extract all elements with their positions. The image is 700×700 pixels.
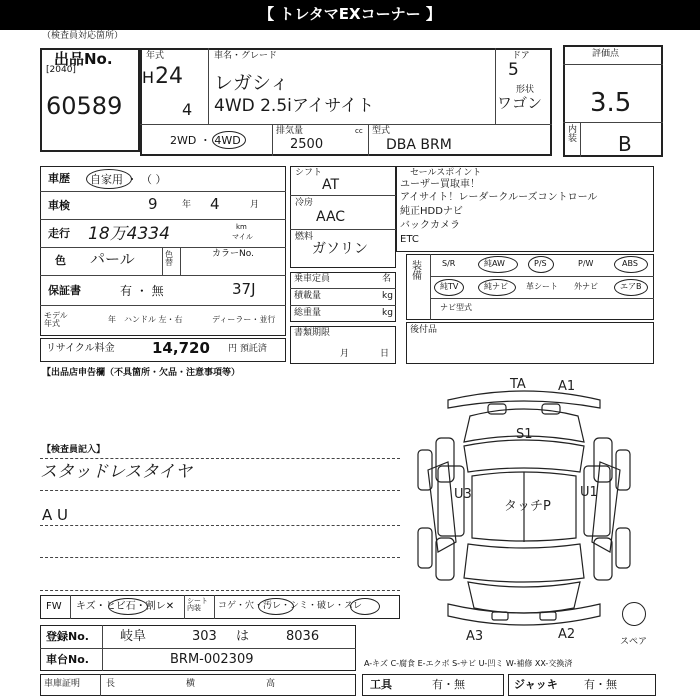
mark-s1: S1 (516, 427, 533, 442)
sales-point-0: ユーザー買取車！ (400, 179, 480, 190)
navi-label: ナビ型式 (440, 303, 472, 312)
registration-class: 303 (192, 629, 217, 644)
interior-value: B (618, 132, 632, 156)
cert-item-0: 長 (106, 679, 116, 689)
mileage-label: 走行 (48, 227, 70, 240)
mark-u3: U3 (454, 487, 472, 502)
warranty-label: 保証書 (48, 284, 81, 297)
deadline-unit2: 日 (380, 349, 390, 359)
inspection-year: 9 (148, 195, 158, 213)
year-value: 24 (155, 64, 183, 89)
era-label: H (142, 68, 155, 87)
jack-label: ジャッキ (514, 678, 558, 691)
interior-label: 内装 (568, 125, 578, 144)
lot-label: 出品No. (54, 50, 113, 68)
capacity-unit-1: kg (382, 291, 393, 301)
equip-circle-tv (434, 279, 464, 296)
after-parts-box (406, 322, 654, 364)
shift-value: AT (322, 177, 340, 193)
lot-tag: [2040] (46, 65, 76, 75)
fw-circle-3 (350, 598, 380, 615)
shift-label: シフト (295, 168, 323, 178)
fw-circle-2 (258, 598, 294, 615)
jack-value: 有・無 (584, 678, 617, 691)
sales-point-3: バックカメラ (400, 220, 460, 231)
displacement-value: 2500 (290, 137, 324, 152)
capacity-unit-0: 名 (382, 274, 392, 284)
color-label: 色 (55, 254, 66, 267)
model-value: DBA BRM (386, 137, 452, 153)
equip-r1-4: ABS (622, 259, 638, 268)
lot-number: 60589 (46, 92, 123, 120)
car-grade: 4WD 2.5iアイサイト (214, 96, 375, 116)
tools-label: 工具 (370, 678, 392, 691)
inspection-label: 車検 (48, 199, 70, 212)
capacity-unit-2: kg (382, 308, 393, 318)
mark-touch: タッチP (504, 499, 551, 514)
recycle-amount: 14,720 (152, 339, 210, 357)
warranty-code: 37J (232, 280, 256, 298)
top-note: （検査員対応箇所） (42, 31, 124, 41)
equip-circle-navi (478, 279, 516, 296)
model-year-unit: 年 (108, 315, 116, 324)
shape-label: 形状 (516, 85, 535, 95)
after-parts-label: 後付品 (410, 325, 438, 335)
equip-r2-2: 革シート (526, 282, 558, 291)
sales-point-2: 純正HDDナビ (400, 206, 463, 217)
registration-place: 岐阜 (120, 629, 147, 644)
model-label: 型式 (372, 126, 391, 136)
inspector-line-2: A U (42, 506, 69, 524)
capacity-label-1: 積載量 (294, 291, 322, 301)
handle-label: ハンドル 左・右 (124, 315, 183, 324)
notice-label: 【出品店申告欄（不具箇所・欠品・注意事項等） (42, 368, 241, 378)
deadline-unit: 月 (340, 349, 350, 359)
fw-circle-1 (108, 598, 148, 615)
mark-u1: U1 (580, 485, 598, 500)
color-change-label: 色替 (165, 250, 173, 267)
capacity-label-0: 乗車定員 (294, 274, 331, 284)
recycle-suffix: 円 預託済 (228, 344, 267, 354)
drive-type: 2WD ・ 4WD (170, 134, 241, 147)
damage-legend: A-キズ C-腐食 E-エクボ S-サビ U-凹ミ W-補修 XX-交換済 (364, 659, 573, 668)
sales-point-1: アイサイト！レーダークルーズコントロール (400, 192, 598, 203)
equip-r2-3: 外ナビ (574, 282, 598, 291)
warranty-value: 有 ・ 無 (120, 284, 164, 298)
displacement-label: 排気量 (276, 126, 304, 136)
mark-a1: A1 (558, 379, 576, 394)
history-value: 自家用 ・ （ ） (90, 173, 167, 186)
door-label: ドア (512, 51, 530, 61)
capacity-label-2: 総重量 (294, 308, 322, 318)
model-year-label: モデル年式 (44, 311, 68, 328)
chassis-label: 車台No. (46, 653, 89, 666)
equip-r2-1: 純ナビ (484, 282, 508, 291)
spare-label: スペア (620, 637, 648, 647)
name-label: 車名・グレード (214, 51, 278, 61)
equip-r1-0: S/R (442, 259, 456, 268)
car-name: レガシィ (214, 72, 289, 94)
cert-item-2: 高 (266, 679, 276, 689)
year-label: 年式 (146, 51, 165, 61)
aircon-value: AAC (316, 209, 346, 225)
garage-cert-label: 車庫証明 (44, 679, 81, 689)
fw-items2: コゲ・穴・汚レ・シミ・破レ・スレ (218, 601, 363, 611)
door-value: 5 (508, 60, 519, 80)
drive-circle (212, 131, 246, 149)
sales-points-label: セールスポイント (410, 168, 482, 178)
recycle-label: リサイクル料金 (46, 343, 115, 354)
inspection-month-unit: 月 (250, 200, 260, 210)
header-title: 【 トレタマEXコーナー 】 (259, 5, 441, 23)
sales-point-4: ETC (400, 234, 419, 245)
equip-circle-abs (614, 256, 648, 273)
registration-label: 登録No. (46, 630, 89, 643)
garage-cert-box (40, 674, 356, 696)
car-diagram (408, 372, 640, 640)
fuel-value: ガソリン (312, 241, 368, 257)
equip-r2-0: 純TV (440, 282, 459, 291)
fw-label: FW (46, 601, 62, 612)
fw-seat: シート内装 (187, 597, 208, 612)
equip-r1-2: P/S (534, 259, 547, 268)
inspector-line-1: スタッドレスタイヤ (40, 462, 193, 482)
mark-ta: TA (510, 377, 526, 392)
equip-circle-aw (478, 256, 518, 273)
mark-a3: A3 (466, 629, 484, 640)
mark-a2: A2 (558, 627, 576, 640)
inspector-label: 【検査員記入】 (42, 445, 106, 455)
equip-r1-3: P/W (578, 259, 594, 268)
equip-r2-4: エアB (620, 282, 642, 291)
aircon-label: 冷房 (295, 198, 314, 208)
rating-score: 3.5 (590, 88, 632, 118)
fw-items: キズ・ヒビ石・割レ✕ (76, 601, 175, 612)
history-label: 車歴 (48, 172, 70, 185)
chassis-value: BRM-002309 (170, 652, 254, 667)
tools-value: 有・無 (432, 678, 465, 691)
deadline-label: 書類期限 (294, 328, 331, 338)
mileage-km: km (236, 223, 247, 231)
registration-kana: は (236, 629, 250, 644)
cc-label: cc (355, 127, 363, 135)
month-value: 4 (182, 100, 193, 119)
inspection-year-unit: 年 (182, 200, 192, 210)
shape-value: ワゴン (497, 94, 543, 112)
equipment-label: 装備 (412, 261, 422, 282)
history-circle (86, 169, 132, 189)
mileage-mile: マイル (232, 233, 253, 241)
mileage-value: 18万4334 (88, 224, 170, 244)
registration-number: 8036 (286, 629, 320, 644)
fuel-label: 燃料 (295, 232, 314, 242)
rating-label: 評価点 (592, 49, 620, 59)
cert-item-1: 横 (186, 679, 196, 689)
equip-circle-ps (528, 256, 554, 273)
equip-r1-1: 純AW (484, 259, 505, 268)
color-value: パール (90, 250, 135, 268)
spare-tire-icon (622, 602, 646, 626)
dealer-label: ディーラー・並行 (212, 315, 276, 324)
inspection-month: 4 (210, 195, 220, 213)
equip-circle-airb (614, 279, 648, 296)
color-no-label: カラーNo. (212, 249, 254, 259)
